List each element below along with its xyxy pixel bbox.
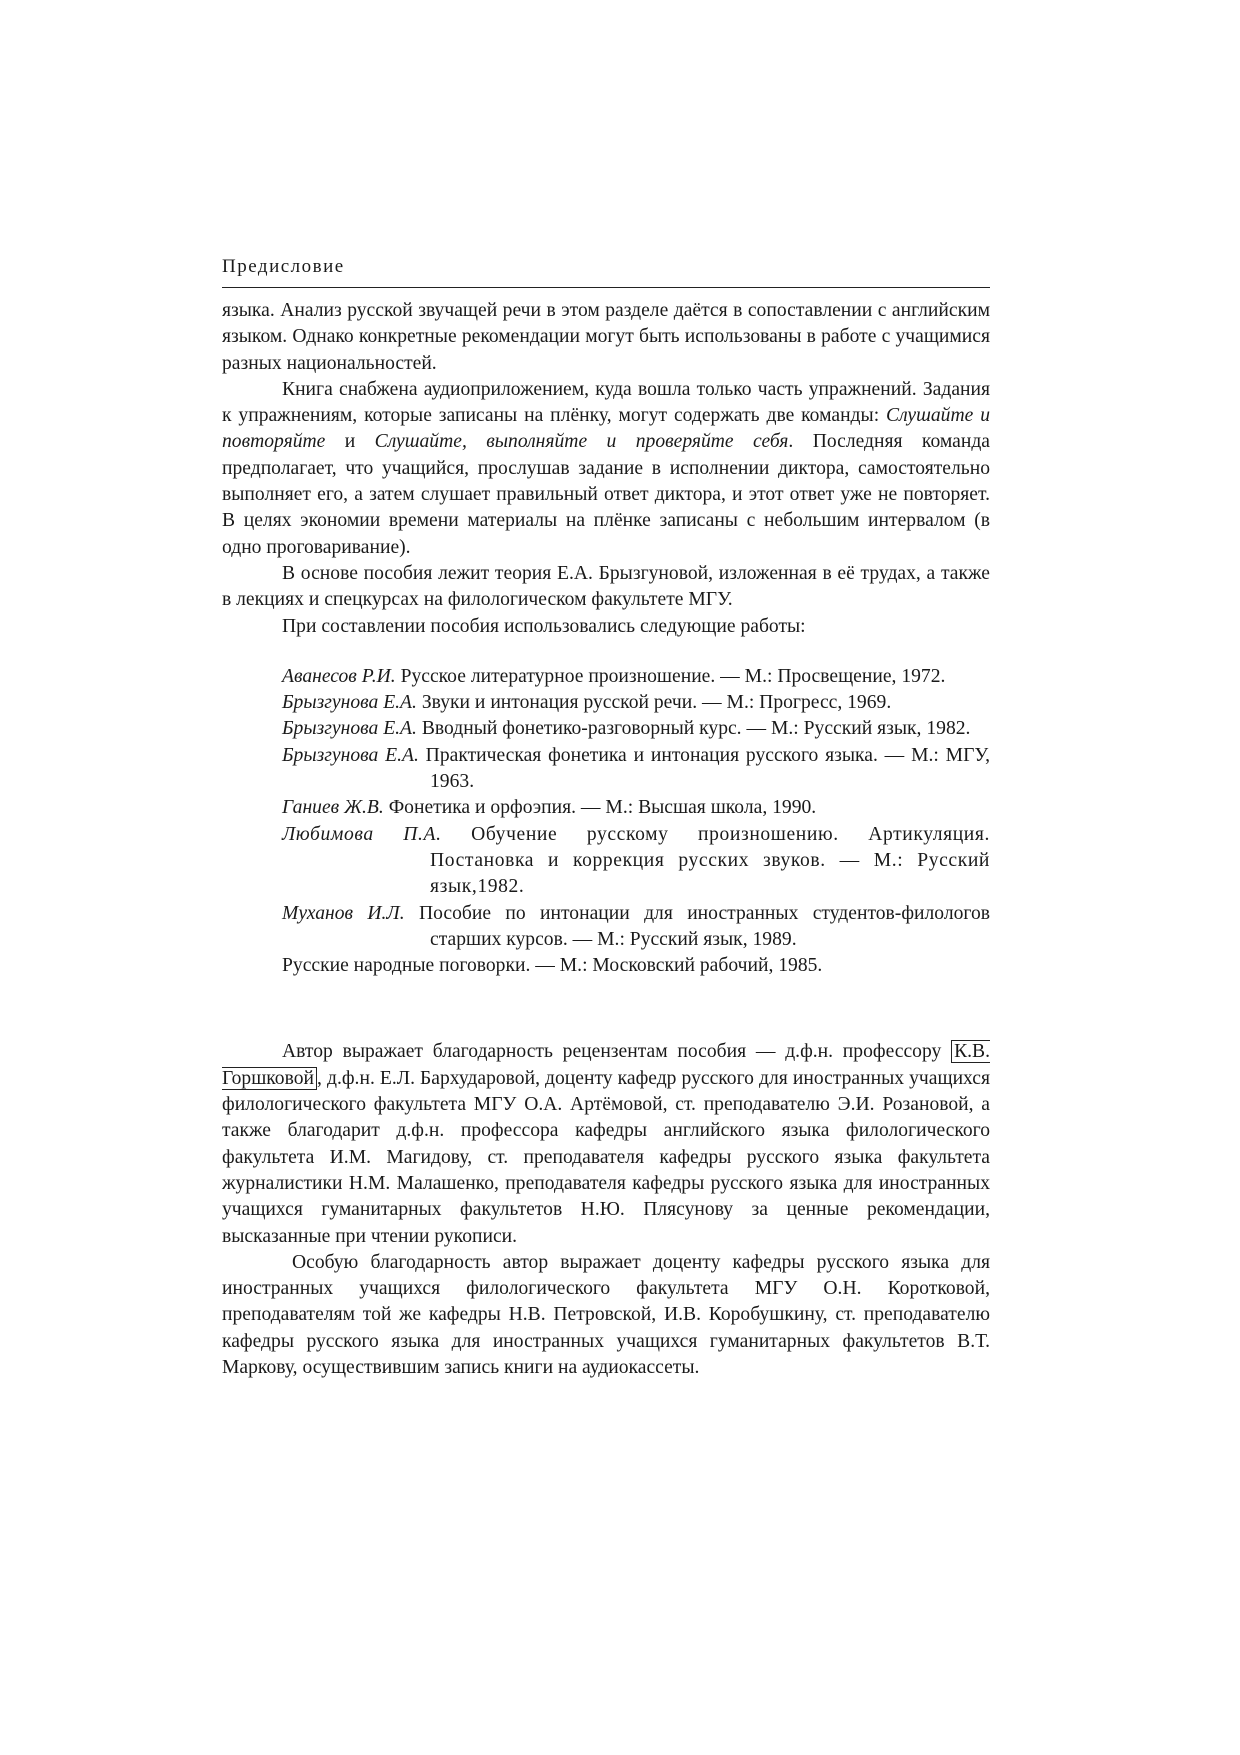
reference-item [282, 795, 990, 821]
reference-author: Любимова П.А. [282, 823, 442, 845]
reference-item [282, 743, 990, 796]
header-rule [222, 287, 990, 288]
paragraph-audio-text-a: Книга снабжена аудиоприложением, куда вошла только часть упражнений. Задания к упражнениям, которые записаны на плёнку, могут содержать две команды: [222, 378, 990, 427]
reference-text: Звуки и интонация русской речи. — М.: Прогресс, 1969. [416, 692, 892, 714]
section-gap [222, 979, 990, 1039]
body-text [222, 298, 990, 1381]
reference-author: Аванесов Р.И. [282, 665, 396, 687]
paragraph-acknowledgements [222, 1039, 990, 1249]
running-header: Предисловие [222, 256, 345, 277]
reference-item [282, 901, 990, 954]
reference-list [282, 664, 990, 980]
reference-author: Брызгунова Е.А. [282, 744, 419, 766]
reference-text: Русские народные поговорки. — М.: Московский рабочий, 1985. [282, 955, 823, 977]
reference-author: Ганиев Ж.В. [282, 797, 384, 819]
reference-text: Практическая фонетика и интонация русского языка. — М.: МГУ, 1963. [418, 744, 990, 793]
reference-text: Русское литературное произношение. — М.: Просвещение, 1972. [395, 665, 946, 687]
boxed-name: К.В. Горшковой [222, 1041, 990, 1089]
reference-item [282, 664, 990, 690]
reference-author: Брызгунова Е.А. [282, 718, 417, 740]
reference-item [282, 690, 990, 716]
paragraph-audio-text-b: и [325, 431, 375, 453]
reference-item [282, 822, 990, 901]
reference-text: Пособие по интонации для иностранных студентов-филологов старших курсов. — М.: Русский язык, 1989. [404, 902, 990, 950]
ack-text-a: Автор выражает благодарность рецензентам пособия — д.ф.н. профессору [282, 1041, 952, 1063]
command-listen-repeat: Слушайте и повторяйте [222, 405, 990, 453]
reference-text: Обучение русскому произношению. Артикуляция. Постановка и коррекция русских звуков. — М.: Русский язык,1982. [430, 823, 991, 898]
reference-item [282, 716, 990, 742]
reference-text: Фонетика и орфоэпия. — М.: Высшая школа, 1990. [383, 797, 817, 819]
paragraph-audio-text-c: . Последняя команда предполагает, что учащийся, прослушав задание в исполнении диктора, самостоятельно выполняет его, а затем слушает правильный ответ диктора, и этот ответ уже не повторяет. В целях экономии времени материалы на плёнке записаны с небольшим интервалом (в одно проговаривание). [222, 431, 990, 558]
paragraph-special-thanks: Особую благодарность автор выражает доценту кафедры русского языка для иностранных учащихся филологического факультета МГУ О.Н. Коротковой, преподавателям той же кафедры Н.В. Петровской, И.В. Коробушкину, ст. преподавателю кафедры русского языка для иностранных учащихся гуманитарных факультетов В.Т. Маркову, осуществившим запись книги на аудиокассеты. [222, 1251, 990, 1378]
reference-text: Вводный фонетико-разговорный курс. — М.: Русский язык, 1982. [416, 718, 971, 740]
paragraph-theory: В основе пособия лежит теория Е.А. Брызгуновой, изложенная в её трудах, а также в лекциях и спецкурсах на филологическом факультете МГУ. [222, 562, 990, 611]
ack-text-b: , д.ф.н. Е.Л. Бархударовой, доценту кафедр русского для иностранных учащихся филологического факультета МГУ О.А. Артёмовой, ст. преподавателю Э.И. Розановой, а также благодарит д.ф.н. профессора кафедры английского языка филологического факультета И.М. Магидову, ст. преподавателя кафедры русского языка факультета журналистики Н.М. Малашенко, преподавателя кафедры русского языка для иностранных учащихся гуманитарных факультетов Н.Ю. Плясунову за ценные рекомендации, высказанные при чтении рукописи. [222, 1067, 990, 1247]
paragraph-sources-intro: При составлении пособия использовались следующие работы: [282, 615, 806, 637]
paragraph-audio [222, 377, 990, 561]
reference-author: Брызгунова Е.А. [282, 692, 417, 714]
reference-item [282, 953, 990, 979]
command-listen-check: Слушайте, выполняйте и проверяйте себя [374, 431, 789, 453]
reference-author: Муханов И.Л. [282, 902, 405, 924]
paragraph-intro: языка. Анализ русской звучащей речи в этом разделе даётся в сопоставлении с английским языком. Однако конкретные рекомендации могут быть использованы в работе с учащимися разных национальностей. [222, 300, 990, 374]
